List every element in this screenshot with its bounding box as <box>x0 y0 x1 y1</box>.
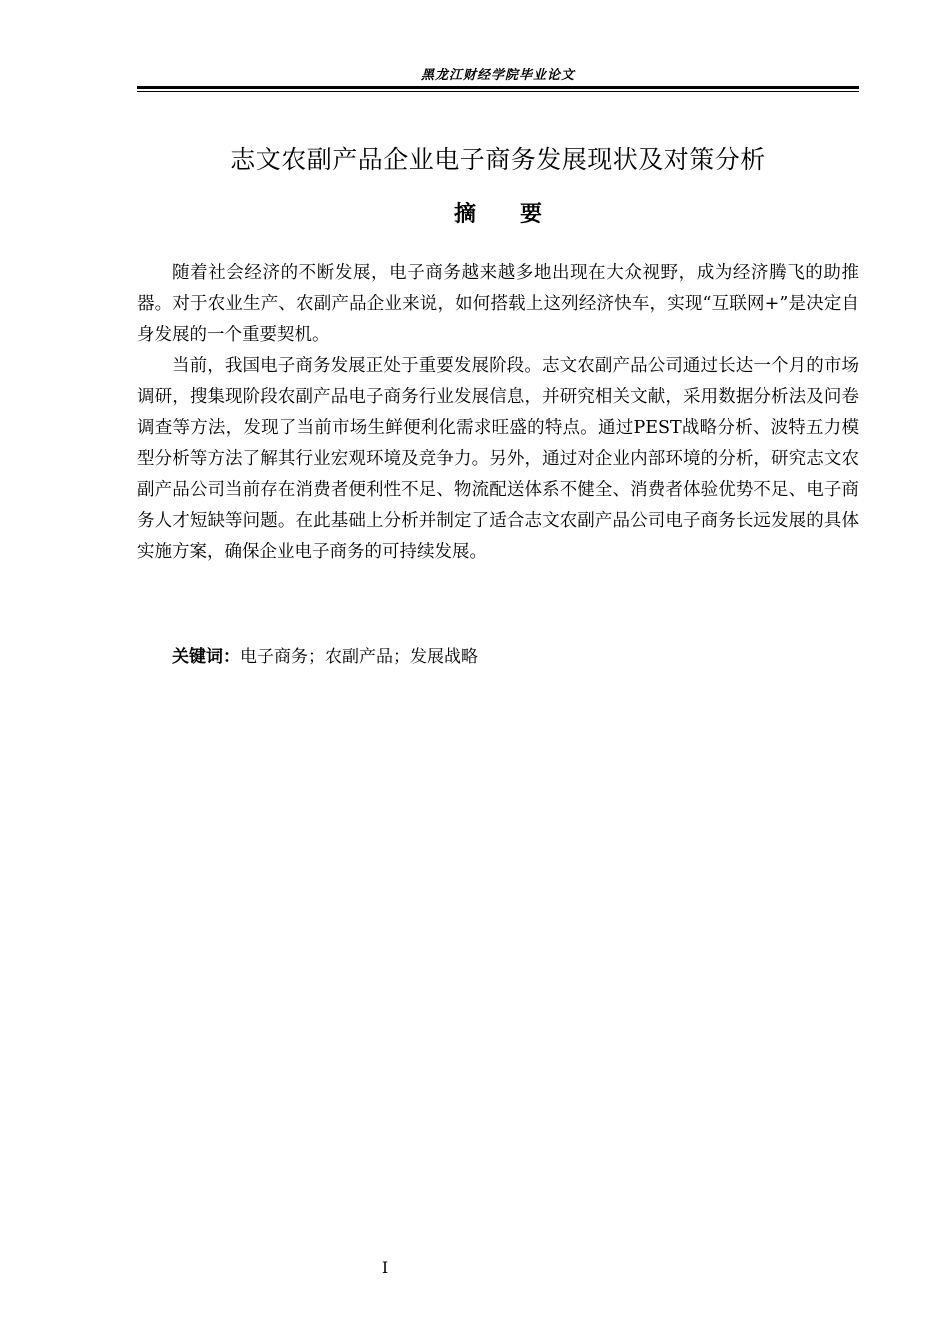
page-number: I <box>381 1258 389 1277</box>
keywords-label: 关键词： <box>172 647 240 667</box>
abstract-heading-char-2: 要 <box>520 202 543 227</box>
keywords-line <box>172 643 478 671</box>
abstract-heading <box>137 197 859 228</box>
header-rule-thin <box>137 91 859 92</box>
abstract-body <box>137 258 859 568</box>
abstract-paragraph-1: 随着社会经济的不断发展，电子商务越来越多地出现在大众视野，成为经济腾飞的助推器。对于农业生产、农副产品企业来说，如何搭载上这列经济快车，实现“互联网+”是决定自身发展的一个重要契机。 <box>137 263 859 345</box>
header-rule-thick <box>137 86 859 89</box>
running-header: 黑龙江财经学院毕业论文 <box>420 68 575 83</box>
abstract-heading-char-1: 摘 <box>453 202 476 227</box>
paper-title: 志文农副产品企业电子商务发展现状及对策分析 <box>230 145 766 174</box>
keywords-value: 电子商务；农副产品；发展战略 <box>240 647 478 667</box>
abstract-paragraph-2: 当前，我国电子商务发展正处于重要发展阶段。志文农副产品公司通过长达一个月的市场调研，搜集现阶段农副产品电子商务行业发展信息，并研究相关文献，采用数据分析法及问卷调查等方法，发现了当前市场生鲜便利化需求旺盛的特点。通过PEST战略分析、波特五力模型分析等方法了解其行业宏观环境及竞争力。另外，通过对企业内部环境的分析，研究志文农副产品公司当前存在消费者便利性不足、物流配送体系不健全、消费者体验优势不足、电子商务人才短缺等问题。在此基础上分析并制定了适合志文农副产品公司电子商务长远发展的具体实施方案，确保企业电子商务的可持续发展。 <box>137 356 859 562</box>
